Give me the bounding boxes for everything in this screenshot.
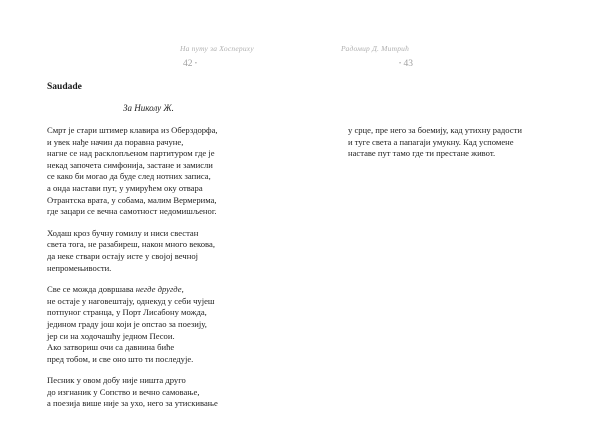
poem-line: наставе пут тамо где ти престане живот. (348, 148, 496, 159)
stanza-5 (348, 125, 593, 160)
poem-line: некад започета симфонија, застане и замисли (47, 159, 213, 170)
right-page-number (399, 59, 413, 69)
poem-line: у срце, пре него за боемију, кад утихну радости (348, 125, 522, 135)
poem-line-text: Све се можда довршава (47, 284, 136, 295)
stanza-3 (47, 284, 292, 365)
left-page-number (183, 59, 197, 69)
poem-line (47, 284, 292, 296)
poem-line: не остаје у наговештају, однекуд у себи чујеш (47, 295, 215, 306)
poem-line: света тога, не разабиреш, након много векова, (47, 239, 215, 250)
folio-bullet-icon: • (194, 61, 197, 67)
stanza-2 (47, 228, 292, 274)
poem-line: Песник у овом добу није ништа друго (47, 375, 186, 386)
poem-line: где зацари се вечна самотност недомишљеног. (47, 206, 217, 217)
poem-dedication: За Николу Ж. (123, 103, 174, 113)
poem-line: јер си на ходочашћу једном Песои. (47, 330, 175, 341)
poem-line: и увек нађе начин да поравна рачуне, (47, 136, 184, 147)
poem-title: Saudade (47, 82, 82, 92)
poem-line: једином граду још који је опстао за поезију, (47, 318, 207, 329)
poem-body (47, 125, 292, 420)
poem-line: Ходаш кроз бучну гомилу и ниси свестан (47, 227, 199, 238)
poem-line: а онда настави пут, у умирућем оку отвара (47, 182, 203, 193)
stanza-1 (47, 125, 292, 218)
poem-italic-suffix: , (181, 284, 184, 295)
poem-line: Ако затвориш очи са давнина биће (47, 342, 175, 353)
poem-line: до изгнаник у Сопство и вечно самовање, (47, 386, 200, 397)
left-page-number-value: 42 (183, 59, 193, 69)
poem-line: потпуног странца, у Порт Лисабону можда, (47, 307, 207, 318)
poem-line: нагне се над расклопљеном партитуром где је (47, 148, 215, 159)
left-running-head: На путу за Хоспериху (180, 44, 254, 53)
poem-line: Отрантска врата, у собама, малим Вермерима, (47, 194, 217, 205)
poem-line: Смрт је стари штимер клавира из Оберздорфа, (47, 125, 218, 135)
right-running-head: Радомир Д. Митрић (341, 44, 410, 53)
poem-line: а поезија више није за ухо, него за утискивање (47, 398, 218, 409)
folio-bullet-icon: • (399, 61, 402, 67)
stanza-4 (47, 375, 292, 410)
poem-line: да неке ствари остају исте у својој вечној (47, 250, 198, 261)
poem-body-continued (348, 125, 593, 170)
poem-line: непромењивости. (47, 262, 112, 273)
poem-line: се како би могао да буде след нотних записа, (47, 171, 211, 182)
poem-line: и туге света а папагаји умукну. Кад успомене (348, 136, 514, 147)
poem-italic-phrase: негде другде (135, 284, 182, 295)
right-page-number-value: 43 (403, 59, 413, 69)
poem-line: пред тобом, и све оно што ти последује. (47, 353, 194, 364)
right-page (300, 0, 600, 443)
